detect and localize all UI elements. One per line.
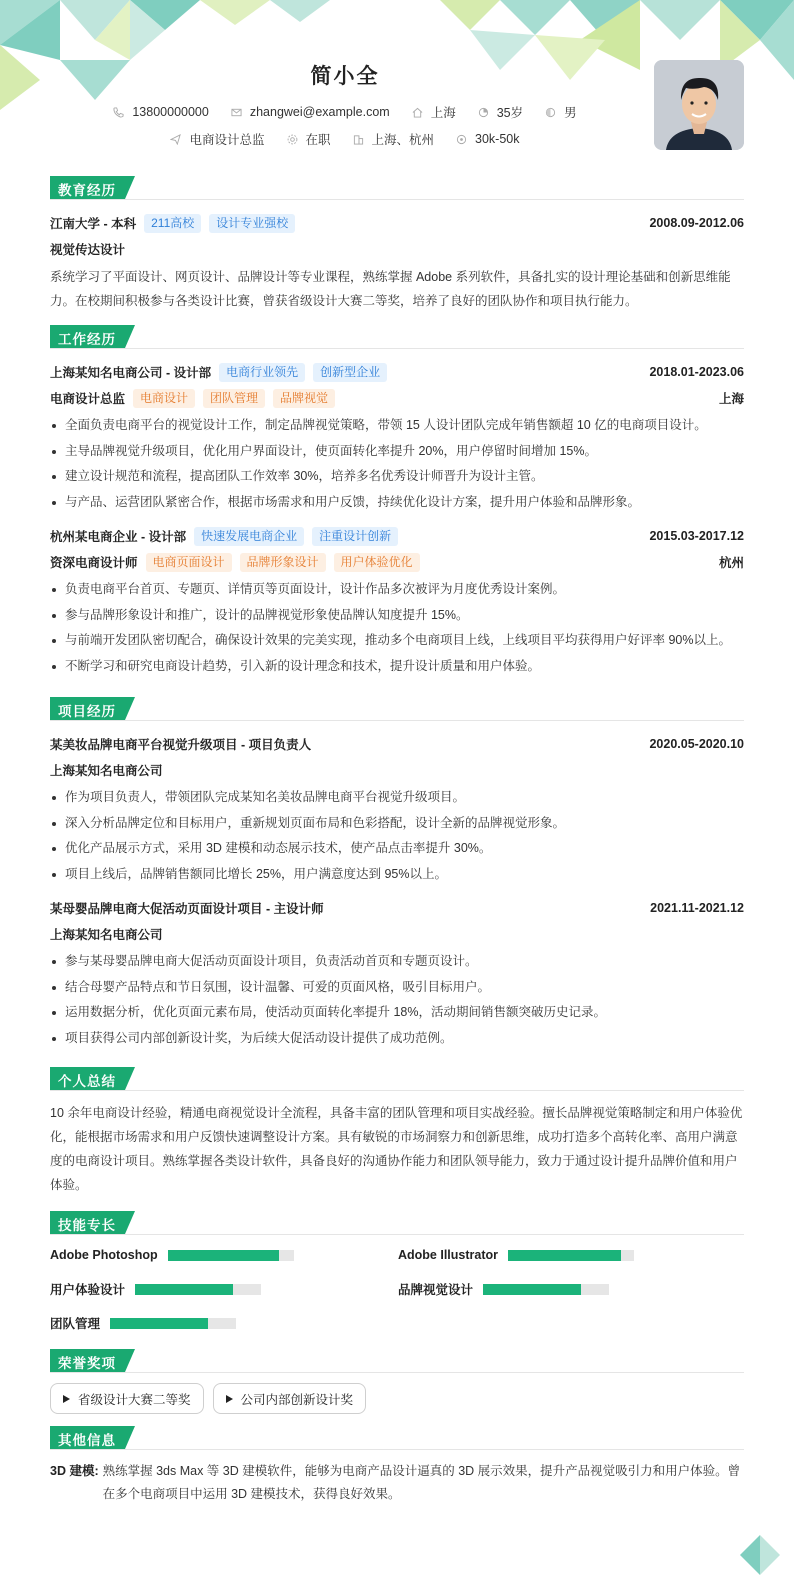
- skill-bar: [135, 1284, 261, 1295]
- play-icon: [63, 1395, 70, 1403]
- candidate-name: 简小全: [310, 65, 380, 88]
- skill-item: [50, 1245, 398, 1265]
- work-role-row: [50, 385, 744, 411]
- list-item: 全面负责电商平台的视觉设计工作，制定品牌视觉策略，带领 15 人设计团队完成年销售额超 10 亿的电商项目设计。: [50, 413, 744, 439]
- projects-section: [50, 697, 744, 1051]
- awards-list: [50, 1383, 744, 1414]
- skill-name: Adobe Illustrator: [398, 1248, 499, 1262]
- age-icon: [478, 107, 489, 118]
- skill-item: [50, 1279, 398, 1299]
- work-company-left: [50, 363, 387, 382]
- work-header: [50, 325, 744, 349]
- list-item: 深入分析品牌定位和目标用户，重新规划页面布局和色彩搭配，设计全新的品牌视觉形象。: [50, 811, 744, 837]
- work-company-row: [50, 523, 744, 549]
- project-title-row: [50, 731, 744, 757]
- project-bullets: [50, 785, 744, 887]
- resume-header: [50, 0, 744, 170]
- work-section: [50, 325, 744, 679]
- salary-info: [456, 130, 519, 148]
- work-date: 2015.03-2017.12: [649, 529, 744, 543]
- work-role-left: [50, 389, 335, 408]
- other-title: 其他信息: [50, 1426, 125, 1449]
- summary-text: 10 余年电商设计经验，精通电商视觉设计全流程，具备丰富的团队管理和项目实战经验。擅长品牌视觉策略制定和用户体验优化，能根据市场需求和用户反馈快速调整设计方案。具有敏锐的市场洞察力和创新思维，成功打造多个高转化率、高用户满意度的电商设计项目。熟练掌握各类设计软件，具备良好的沟通协作能力和团队领导能力，致力于通过设计提升品牌价值和用户体验。: [50, 1106, 743, 1192]
- list-item: 不断学习和研究电商设计趋势，引入新的设计理念和技术，提升设计质量和用户体验。: [50, 654, 744, 680]
- skill-name: 用户体验设计: [50, 1283, 126, 1297]
- project-entry: [50, 731, 744, 887]
- company-tag: 电商行业领先: [219, 363, 305, 382]
- company-tag: 注重设计创新: [312, 527, 398, 546]
- education-header: [50, 176, 744, 200]
- work-location: 杭州: [718, 556, 744, 570]
- company-tag: 快速发展电商企业: [194, 527, 304, 546]
- work-role-left: [50, 553, 420, 572]
- skill-name: 品牌视觉设计: [398, 1283, 474, 1297]
- role-name: 资深电商设计师: [50, 556, 138, 570]
- email-icon: [231, 107, 242, 118]
- award-item: [50, 1383, 204, 1414]
- home-icon: [412, 107, 423, 118]
- phone-info: [113, 103, 208, 121]
- phone-icon: [113, 107, 124, 118]
- age-text: 35岁: [496, 106, 524, 120]
- other-text: 熟练掌握 3ds Max 等 3D 建模软件，能够为电商产品设计逼真的 3D 展示效果，提升产品视觉吸引力和用户体验。曾在多个电商项目中运用 3D 建模技术，获得良好效果。: [102, 1464, 741, 1501]
- company-name: 上海某知名电商公司 - 设计部: [50, 366, 212, 380]
- project-date: 2020.05-2020.10: [649, 737, 744, 751]
- work-bullets: [50, 577, 744, 679]
- awards-title: 荣誉奖项: [50, 1349, 125, 1372]
- company-tag: 创新型企业: [313, 363, 387, 382]
- gender-icon: [545, 107, 556, 118]
- list-item: 作为项目负责人，带领团队完成某知名美妆品牌电商平台视觉升级项目。: [50, 785, 744, 811]
- project-title: 某美妆品牌电商平台视觉升级项目 - 项目负责人: [50, 738, 312, 752]
- status-info: [287, 130, 331, 148]
- projects-title: 项目经历: [50, 697, 125, 720]
- skill-item: [398, 1245, 744, 1265]
- work-date: 2018.01-2023.06: [649, 365, 744, 379]
- list-item: 项目上线后，品牌销售额同比增长 25%，用户满意度达到 95%以上。: [50, 862, 744, 888]
- role-tag: 电商页面设计: [146, 553, 232, 572]
- status-text: 在职: [305, 133, 331, 147]
- role-name: 电商设计总监: [50, 392, 126, 406]
- play-icon: [226, 1395, 233, 1403]
- education-description: 系统学习了平面设计、网页设计、品牌设计等专业课程，熟练掌握 Adobe 系列软件，具备扎实的设计理论基础和创新思维能力。在校期间积极参与各类设计比赛，曾获省级设计大赛二等奖，培养了良好的团队协作和项目执行能力。: [50, 270, 731, 308]
- work-company-left: [50, 527, 398, 546]
- city-info: [412, 103, 456, 121]
- target-city-info: [353, 130, 435, 148]
- project-entry: [50, 895, 744, 1051]
- skills-grid: [50, 1245, 744, 1333]
- skill-bar-fill: [508, 1250, 621, 1261]
- position-text: 电商设计总监: [189, 133, 265, 147]
- education-section: [50, 176, 744, 313]
- education-date: 2008.09-2012.06: [649, 216, 744, 230]
- other-label: 3D 建模:: [50, 1464, 99, 1478]
- list-item: 项目获得公司内部创新设计奖，为后续大促活动设计提供了成功范例。: [50, 1026, 744, 1052]
- awards-header: [50, 1349, 744, 1373]
- skill-bar: [483, 1284, 609, 1295]
- role-tag: 品牌视觉: [273, 389, 335, 408]
- skill-bar-fill: [168, 1250, 279, 1261]
- award-text: 公司内部创新设计奖: [240, 1392, 354, 1407]
- city-text: 上海: [430, 106, 456, 120]
- school-tag: 211高校: [144, 214, 201, 233]
- project-org: 上海某知名电商公司: [50, 928, 163, 942]
- position-info: [170, 130, 264, 148]
- list-item: 负责电商平台首页、专题页、详情页等页面设计，设计作品多次被评为月度优秀设计案例。: [50, 577, 744, 603]
- skill-name: 团队管理: [50, 1317, 101, 1331]
- work-entry: [50, 523, 744, 679]
- money-icon: [456, 134, 467, 145]
- education-row-left: [50, 214, 295, 233]
- contact-row: [50, 103, 640, 121]
- project-title: 某母婴品牌电商大促活动页面设计项目 - 主设计师: [50, 902, 324, 916]
- email-text: zhangwei@example.com: [249, 105, 390, 119]
- project-org-row: [50, 921, 744, 947]
- resume-page: [50, 0, 744, 1506]
- project-bullets: [50, 949, 744, 1051]
- email-info: [231, 103, 390, 121]
- skill-item: [50, 1313, 398, 1333]
- skills-header: [50, 1211, 744, 1235]
- target-city-text: 上海、杭州: [371, 133, 435, 147]
- salary-text: 30k-50k: [475, 132, 520, 146]
- work-location: 上海: [718, 392, 744, 406]
- list-item: 运用数据分析，优化页面元素布局，使活动页面转化率提升 18%，活动期间销售额突破历史记录。: [50, 1000, 744, 1026]
- skill-bar: [110, 1318, 236, 1329]
- footer-decoration: [740, 1535, 780, 1575]
- skill-bar: [168, 1250, 294, 1261]
- gender-info: [545, 103, 577, 121]
- projects-header: [50, 697, 744, 721]
- skill-item: [398, 1279, 744, 1299]
- list-item: 与前端开发团队密切配合，确保设计效果的完美实现，推动多个电商项目上线，上线项目平均获得用户好评率 90%以上。: [50, 628, 744, 654]
- list-item: 优化产品展示方式，采用 3D 建模和动态展示技术，使产品点击率提升 30%。: [50, 836, 744, 862]
- award-text: 省级设计大赛二等奖: [78, 1392, 191, 1407]
- skill-bar: [508, 1250, 634, 1261]
- skills-section: [50, 1211, 744, 1333]
- project-date: 2021.11-2021.12: [650, 901, 744, 915]
- skills-title: 技能专长: [50, 1211, 125, 1234]
- job-intent-row: [50, 130, 640, 148]
- major-name: 视觉传达设计: [50, 243, 126, 257]
- work-bullets: [50, 413, 744, 515]
- work-entry: [50, 359, 744, 515]
- work-title: 工作经历: [50, 325, 125, 348]
- skill-bar-fill: [135, 1284, 233, 1295]
- role-tag: 团队管理: [203, 389, 265, 408]
- status-icon: [287, 134, 298, 145]
- summary-section: [50, 1067, 744, 1197]
- summary-title: 个人总结: [50, 1067, 125, 1090]
- list-item: 主导品牌视觉升级项目，优化用户界面设计，使页面转化率提升 20%，用户停留时间增加 15%。: [50, 439, 744, 465]
- role-tag: 用户体验优化: [334, 553, 420, 572]
- building-icon: [353, 134, 364, 145]
- awards-section: [50, 1349, 744, 1414]
- list-item: 建立设计规范和流程，提高团队工作效率 30%，培养多名优秀设计师晋升为设计主管。: [50, 464, 744, 490]
- avatar: [654, 60, 744, 150]
- other-header: [50, 1426, 744, 1450]
- skill-bar-fill: [110, 1318, 208, 1329]
- other-item: [50, 1460, 744, 1506]
- project-title-row: [50, 895, 744, 921]
- summary-header: [50, 1067, 744, 1091]
- company-name: 杭州某电商企业 - 设计部: [50, 530, 187, 544]
- phone-text: 13800000000: [132, 105, 209, 119]
- work-role-row: [50, 549, 744, 575]
- school-name: 江南大学 - 本科: [50, 217, 137, 231]
- list-item: 结合母婴产品特点和节日氛围，设计温馨、可爱的页面风格，吸引目标用户。: [50, 975, 744, 1001]
- major-row: [50, 236, 744, 262]
- list-item: 参与品牌形象设计和推广，设计的品牌视觉形象使品牌认知度提升 15%。: [50, 603, 744, 629]
- avatar-illustration: [654, 60, 744, 150]
- skill-bar-fill: [483, 1284, 581, 1295]
- project-org-row: [50, 757, 744, 783]
- role-tag: 电商设计: [133, 389, 195, 408]
- gender-text: 男: [564, 106, 577, 120]
- age-info: [478, 103, 523, 121]
- send-icon: [170, 134, 181, 145]
- list-item: 参与某母婴品牌电商大促活动页面设计项目，负责活动首页和专题页设计。: [50, 949, 744, 975]
- role-tag: 品牌形象设计: [240, 553, 326, 572]
- award-item: [213, 1383, 367, 1414]
- education-row: [50, 210, 744, 236]
- skill-name: Adobe Photoshop: [50, 1248, 158, 1262]
- list-item: 与产品、运营团队紧密合作，根据市场需求和用户反馈，持续优化设计方案，提升用户体验和品牌形象。: [50, 490, 744, 516]
- project-org: 上海某知名电商公司: [50, 764, 163, 778]
- education-title: 教育经历: [50, 176, 125, 199]
- work-company-row: [50, 359, 744, 385]
- school-tag: 设计专业强校: [209, 214, 295, 233]
- other-section: [50, 1426, 744, 1506]
